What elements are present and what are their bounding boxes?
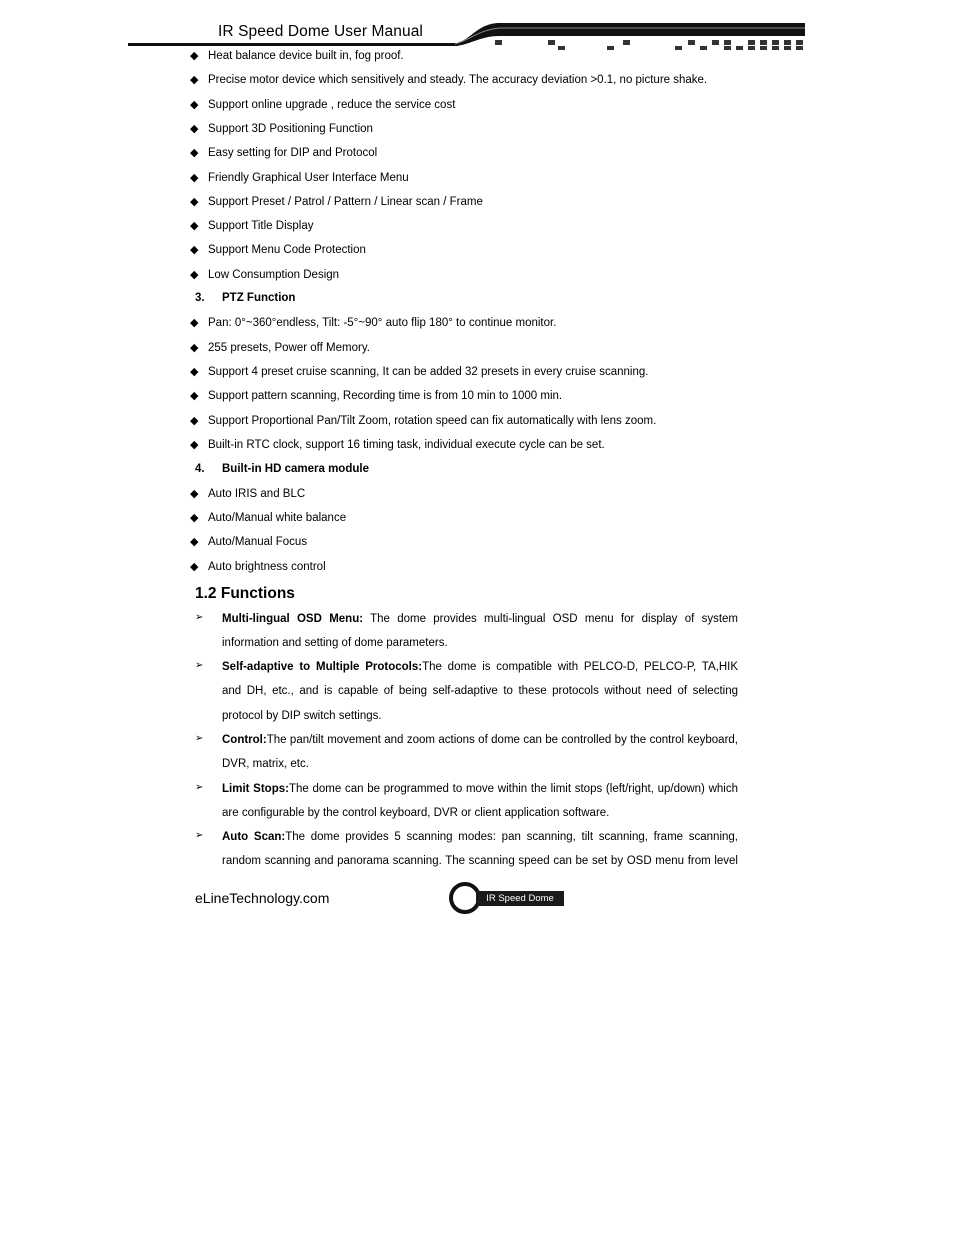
list-item [190,511,346,525]
list-item [190,316,556,330]
list-item-text: Pan: 0°~360°endless, Tilt: -5°~90° auto flip 180° to continue monitor. [208,317,557,329]
diamond-bullet-icon: ◆ [190,512,199,524]
function-item-line [222,660,738,674]
footer-website: eLineTechnology.com [195,890,330,906]
function-item-text: are configurable by the control keyboard, DVR or client application software. [222,807,610,819]
function-item-text: and DH, etc., and is capable of being self-adaptive to these protocols without need of selecting [222,685,738,697]
list-item-text: Low Consumption Design [208,269,340,281]
section-heading-text: PTZ Function [222,292,296,304]
footer-logo [449,882,567,914]
list-item-text: Support pattern scanning, Recording time is from 10 min to 1000 min. [208,390,563,402]
list-item [190,49,404,63]
diamond-bullet-icon: ◆ [190,536,199,548]
list-item [190,122,373,136]
function-item-text: The dome can be programmed to move within the limit stops (left/right, up/down) which [288,783,738,795]
list-item-text: Support Menu Code Protection [208,244,366,256]
function-item-line [222,782,738,796]
diamond-bullet-icon: ◆ [190,123,199,135]
list-item-text: Auto/Manual white balance [208,512,347,524]
function-item-line [222,636,738,650]
arrowhead-bullet-icon: ➢ [195,830,204,841]
diamond-bullet-icon: ◆ [190,269,199,281]
list-item [190,487,305,501]
diamond-bullet-icon: ◆ [190,220,199,232]
diamond-bullet-icon: ◆ [190,317,199,329]
page-header [0,0,954,60]
function-item-line [222,733,738,747]
function-item-text: The dome provides 5 scanning modes: pan scanning, tilt scanning, frame scanning, [285,831,738,843]
list-item-text: Support Title Display [208,220,314,232]
list-item [190,365,648,379]
diamond-bullet-icon: ◆ [190,439,199,451]
list-item-text: Support Proportional Pan/Tilt Zoom, rotation speed can fix automatically with lens zoom. [208,415,657,427]
function-item-text: The pan/tilt movement and zoom actions of dome can be controlled by the control keyboard, [266,734,738,746]
section-title: 1.2 Functions [195,585,295,602]
diamond-bullet-icon: ◆ [190,390,199,402]
function-item-line [222,830,738,844]
header-title: IR Speed Dome User Manual [218,23,423,40]
function-item-line [222,612,738,626]
list-item [190,341,370,355]
section-heading [195,463,369,475]
function-item-line [222,684,738,698]
list-item [190,146,377,160]
diamond-bullet-icon: ◆ [190,50,199,62]
diamond-bullet-icon: ◆ [190,147,199,159]
diamond-bullet-icon: ◆ [190,172,199,184]
function-item-text: information and setting of dome parameters. [222,637,448,649]
function-item-label: Self-adaptive to Multiple Protocols: [222,661,423,673]
list-item [190,438,605,452]
list-item-text: Support 3D Positioning Function [208,123,373,135]
function-item-text: The dome is compatible with PELCO-D, PELCO-P, TA,HIK [422,661,738,673]
list-item-text: Support 4 preset cruise scanning, It can be added 32 presets in every cruise scanning. [208,366,649,378]
function-item-label: Auto Scan: [222,831,286,843]
arrowhead-bullet-icon: ➢ [195,660,204,671]
function-item-text: The dome provides multi-lingual OSD menu for display of system [363,613,738,625]
diamond-bullet-icon: ◆ [190,488,199,500]
list-item-text: Auto/Manual Focus [208,536,308,548]
list-item-text: Easy setting for DIP and Protocol [208,147,378,159]
list-item [190,389,562,403]
list-item-text: Support online upgrade , reduce the service cost [208,99,456,111]
diamond-bullet-icon: ◆ [190,415,199,427]
header-decoration [0,0,954,60]
list-item [190,171,409,185]
list-item-text: Heat balance device built in, fog proof. [208,50,404,62]
diamond-bullet-icon: ◆ [190,99,199,111]
diamond-bullet-icon: ◆ [190,366,199,378]
list-item [190,195,483,209]
list-item-text: Built-in RTC clock, support 16 timing task, individual execute cycle can be set. [208,439,605,451]
list-item-text: Support Preset / Patrol / Pattern / Linear scan / Frame [208,196,483,208]
list-item-text: Auto IRIS and BLC [208,488,306,500]
list-item [190,73,707,87]
function-item-line [222,709,738,723]
function-item-label: Control: [222,734,267,746]
function-item-text: DVR, matrix, etc. [222,758,309,770]
function-item-text: protocol by DIP switch settings. [222,710,382,722]
list-item [190,243,366,257]
diamond-bullet-icon: ◆ [190,244,199,256]
diamond-bullet-icon: ◆ [190,561,199,573]
footer-logo-text: IR Speed Dome [476,891,564,906]
function-item-label: Limit Stops: [222,783,289,795]
list-item-text: Precise motor device which sensitively and steady. The accuracy deviation >0.1, no picture shake. [208,74,708,86]
diamond-bullet-icon: ◆ [190,342,199,354]
diamond-bullet-icon: ◆ [190,196,199,208]
function-item-label: Multi-lingual OSD Menu: [222,613,364,625]
arrowhead-bullet-icon: ➢ [195,733,204,744]
list-item [190,535,307,549]
list-item [190,268,339,282]
section-heading [195,292,295,304]
list-item-text: 255 presets, Power off Memory. [208,342,370,354]
list-item [190,414,656,428]
arrowhead-bullet-icon: ➢ [195,612,204,623]
function-item-text: random scanning and panorama scanning. The scanning speed can be set by OSD menu from level [222,855,738,867]
list-item-text: Auto brightness control [208,561,326,573]
list-item [190,98,455,112]
function-item-line [222,854,738,868]
list-item-text: Friendly Graphical User Interface Menu [208,172,409,184]
list-item [190,219,313,233]
arrowhead-bullet-icon: ➢ [195,782,204,793]
function-item-line [222,806,738,820]
section-number: 3. [195,292,205,304]
section-heading-text: Built-in HD camera module [222,463,369,475]
diamond-bullet-icon: ◆ [190,74,199,86]
section-number: 4. [195,463,205,475]
list-item [190,560,326,574]
function-item-line [222,757,738,771]
